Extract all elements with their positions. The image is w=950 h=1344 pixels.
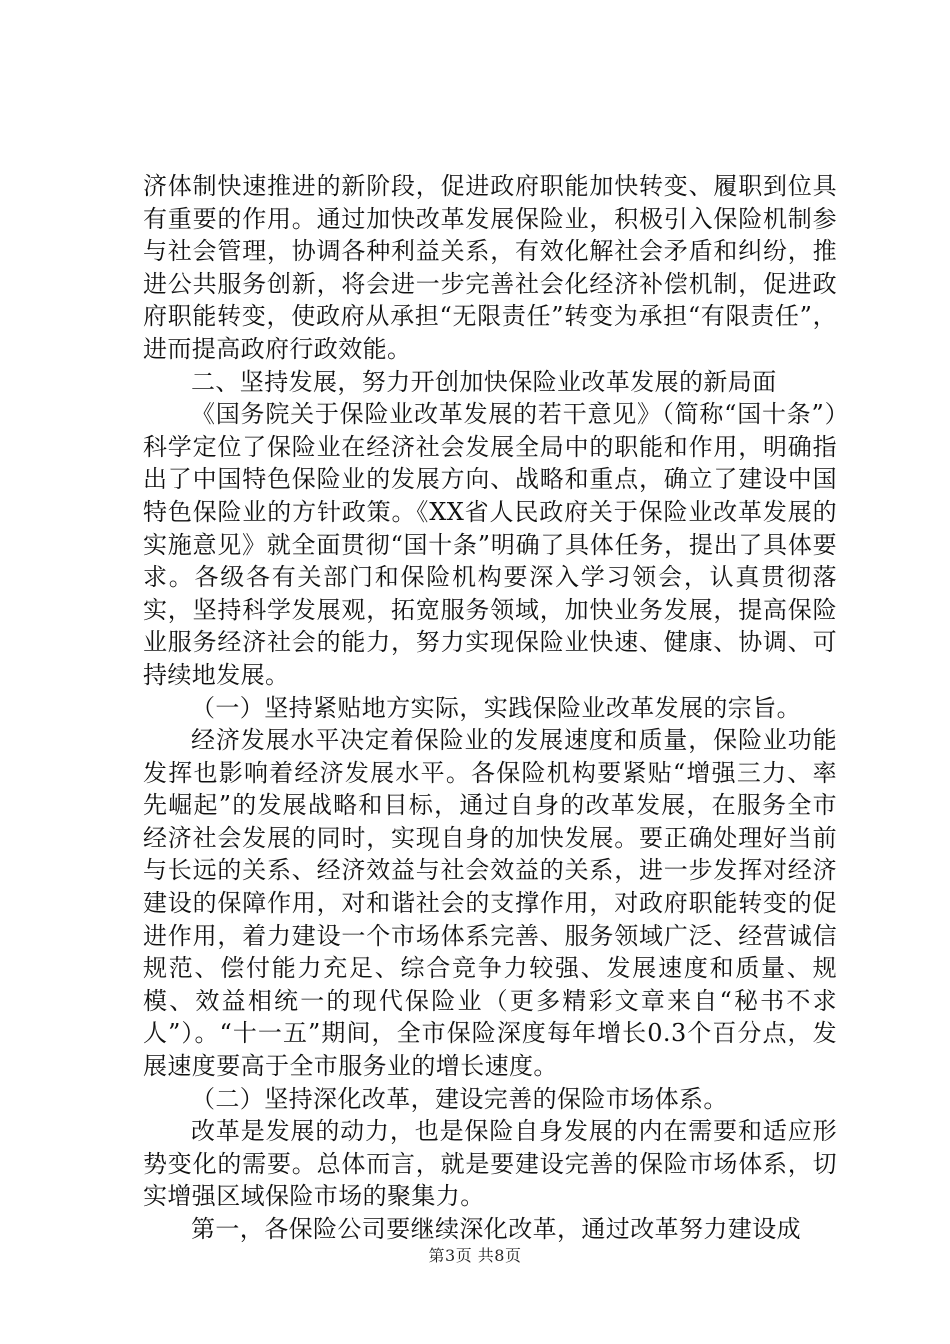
paragraph-3: 《国务院关于保险业改革发展的若干意见》（简称“国十条”）科学定位了保险业在经济社会发展全局中的职能和作用，明确指出了中国特色保险业的发展方向、战略和重点，确立了建设中国特色保险业的方针政策。《XX省人民政府关于保险业改革发展的实施意见》就全面贯彻“国十条”明确了具体任务，提出了具体要求。各级各有关部门和保险机构要深入学习领会，认真贯彻落实，坚持科学发展观，拓宽服务领域，加快业务发展，提高保险业服务经济社会的能力，努力实现保险业快速、健康、协调、可持续地发展。 (143, 400, 837, 689)
page-footer: 第3页 共8页 (428, 1246, 522, 1265)
document-body (143, 170, 837, 1246)
subsection-heading-1: （一）坚持紧贴地方实际，实践保险业改革发展的宗旨。 (191, 693, 801, 722)
paragraph-1: 济体制快速推进的新阶段，促进政府职能加快转变、履职到位具有重要的作用。通过加快改革发展保险业，积极引入保险机制参与社会管理，协调各种利益关系，有效化解社会矛盾和纠纷，推进公共服务创新，将会进一步完善社会化经济补偿机制，促进政府职能转变，使政府从承担“无限责任”转变为承担“有限责任”，进而提高政府行政效能。 (143, 172, 837, 363)
section-heading-2: 二、坚持发展，努力开创加快保险业改革发展的新局面 (191, 367, 777, 396)
paragraph-5: 经济发展水平决定着保险业的发展速度和质量，保险业功能发挥也影响着经济发展水平。各保险机构要紧贴“增强三力、率先崛起”的发展战略和目标，通过自身的改革发展，在服务全市经济社会发展的同时，实现自身的加快发展。要正确处理好当前与长远的关系、经济效益与社会效益的关系，进一步发挥对经济建设的保障作用，对和谐社会的支撑作用，对政府职能转变的促进作用，着力建设一个市场体系完善、服务领域广泛、经营诚信规范、偿付能力充足、综合竞争力较强、发展速度和质量、规模、效益相统一的现代保险业（更多精彩文章来自“秘书不求人”）。“十一五”期间，全市保险深度每年增长0.3个百分点，发展速度要高于全市服务业的增长速度。 (143, 726, 837, 1081)
paragraph-8: 第一，各保险公司要继续深化改革，通过改革努力建设成 (191, 1215, 801, 1243)
paragraph-7: 改革是发展的动力，也是保险自身发展的内在需要和适应形势变化的需要。总体而言，就是要建设完善的保险市场体系，切实增强区域保险市场的聚集力。 (143, 1117, 837, 1211)
subsection-heading-2: （二）坚持深化改革，建设完善的保险市场体系。 (191, 1084, 728, 1113)
